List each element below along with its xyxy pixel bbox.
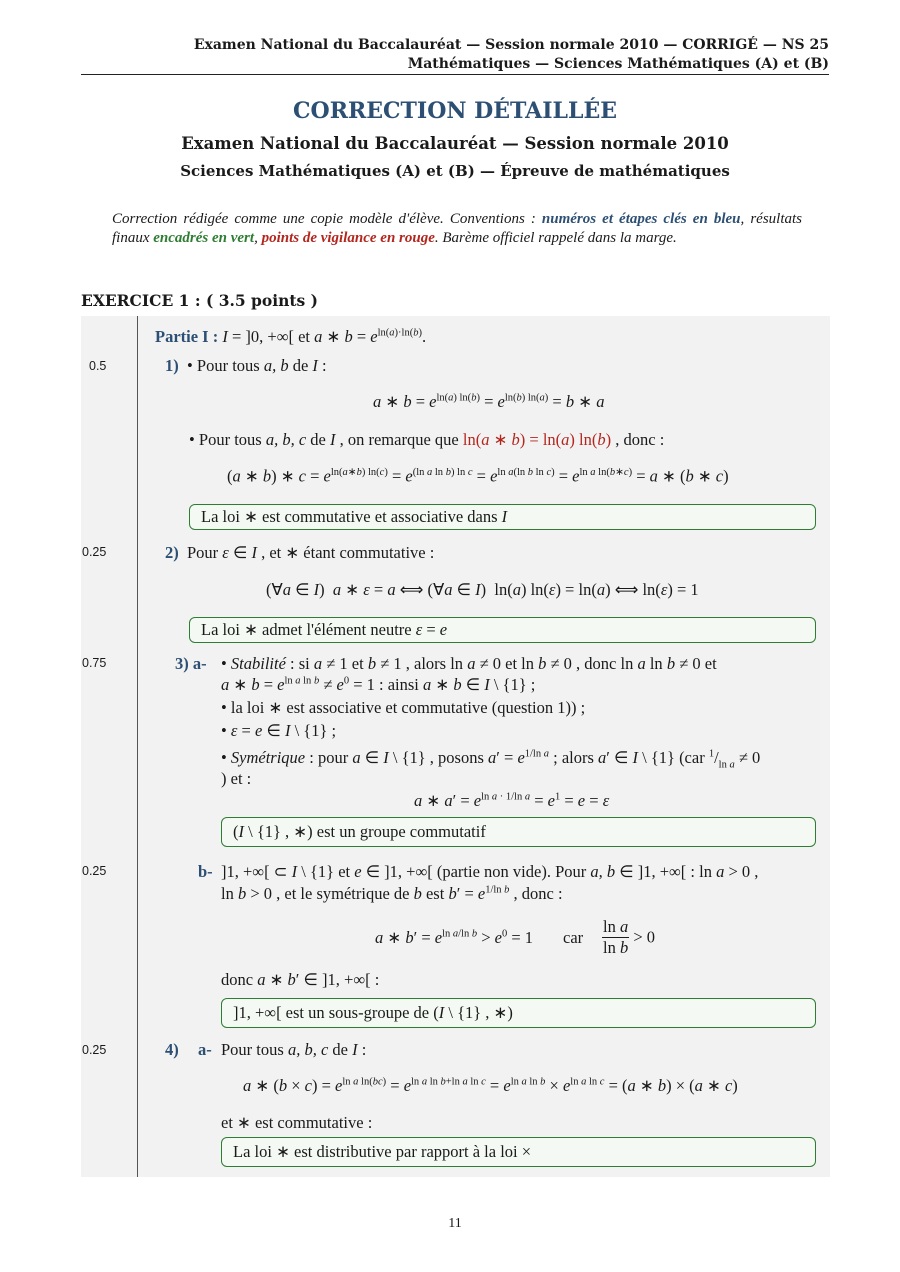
points-q3b: 0.25 xyxy=(82,864,107,878)
q3a-result-box: (I \ {1} , ∗) est un groupe commutatif xyxy=(221,817,816,847)
header-rule xyxy=(81,74,829,75)
q1-equation-2: (a ∗ b) ∗ $c = e^{ln(a∗b) ln(c)} = e^{(ln a ln b) ln c} = e^{ln a(ln b ln c)} = e^{ln a ln(b∗c)} = a$ ∗ (b ∗ c) xyxy=(227,466,729,486)
q3a-line5: • Symétrique : pour a ∈ I \ {1} , posons $a' = e^{1/ln a}$ ; alors a′ ∈ I \ {1} (car $^1/_{ln a} \ne 0$ xyxy=(221,748,761,771)
q3-header xyxy=(175,654,207,674)
q3b-line1: ]1, +∞[ ⊂ I \ {1} et e ∈ ]1, +∞[ (partie non vide). Pour a, b ∈ ]1, +∞[ : ln a > 0 , xyxy=(221,862,759,881)
q4a-equation: a ∗ $(b \times c) = e^{ln a ln(bc)} = e^{ln a ln b+ln a ln c} = e^{ln a ln b} \times e^{ln a ln c} = (a$ ∗ b) × (a ∗ c) xyxy=(243,1076,738,1095)
q3b-label: b- xyxy=(198,862,213,881)
q3a-line4: • ε = e ∈ I \ {1} ; xyxy=(221,721,337,740)
points-q3a: 0.75 xyxy=(82,656,107,670)
q4a-label-wrap xyxy=(198,1040,212,1060)
q3a-label: a- xyxy=(192,654,207,673)
q1-result-box: La loi ∗ est commutative et associative dans I xyxy=(189,504,816,530)
points-q1: 0.5 xyxy=(89,359,107,373)
q4-number: 4) xyxy=(165,1040,179,1059)
q4a-label: a- xyxy=(198,1040,212,1059)
exercise-title: EXERCICE 1 : ( 3.5 points ) xyxy=(81,291,319,310)
margin-rule xyxy=(137,316,138,1177)
intro-text-2: , résultats finaux xyxy=(112,211,802,246)
part-heading xyxy=(155,327,426,347)
q3b-line2: ln b > 0 , et le symétrique de b est $b' = e^{1/ln b}$ , donc : xyxy=(221,884,563,903)
q2-equation: (∀a ∈ I) a ∗ ε = a ⟺ (∀a ∈ I) ln(a) ln(ε) = ln(a) ⟺ ln(ε) = 1 xyxy=(266,580,699,599)
points-q2: 0.25 xyxy=(82,545,107,559)
header-line-1: Examen National du Baccalauréat — Session normale 2010 — CORRIGÉ — NS 25 xyxy=(193,37,829,53)
part-definition: I = ]0, +∞[ et a ∗ $b = e^{ln(a)\cdot ln(b)}$. xyxy=(222,327,427,346)
intro-text-3: , xyxy=(254,229,262,246)
q4a-result-box: La loi ∗ est distributive par rapport à la loi × xyxy=(221,1137,816,1167)
q3b-line3: donc a ∗ b′ ∈ ]1, +∞[ : xyxy=(221,970,380,989)
document-title: CORRECTION DÉTAILLÉE xyxy=(293,98,617,124)
q3b-equation: a ∗ $b' = e^{ln a/ln b} > e^0 = 1$ xyxy=(375,928,534,947)
q2-result-box: La loi ∗ admet l'élément neutre ε = e xyxy=(189,617,816,643)
points-q4a: 0.25 xyxy=(82,1043,107,1057)
q4a-line2: et ∗ est commutative : xyxy=(221,1113,373,1132)
q3-number: 3) xyxy=(175,654,189,673)
intro-text-1: Correction rédigée comme une copie modèle d'élève. Conventions : xyxy=(112,211,542,227)
q3a-line3: • la loi ∗ est associative et commutative (question 1)) ; xyxy=(221,698,586,717)
intro-text-4: . Barème officiel rappelé dans la marge. xyxy=(434,229,677,246)
q3b-label-wrap xyxy=(198,862,213,882)
intro-green-convention: encadrés en vert xyxy=(153,229,255,246)
q1-vigilance: ln(a ∗ b) = ln(a) ln(b) xyxy=(462,430,612,449)
q1-equation-1: a ∗ $b = e^{ln(a) ln(b)} = e^{ln(b) ln(a)} = b$ ∗ a xyxy=(373,392,605,411)
document-subtitle-1: Examen National du Baccalauréat — Session normale 2010 xyxy=(181,134,729,153)
header-line-2: Mathématiques — Sciences Mathématiques (A) et (B) xyxy=(407,56,829,72)
intro-red-convention: points de vigilance en rouge xyxy=(261,229,435,246)
q4-header xyxy=(165,1040,179,1060)
intro-blue-convention: numéros et étapes clés en bleu xyxy=(541,211,741,227)
q1-line1: 1) • Pour tous a, b de I : xyxy=(165,356,327,375)
part-label: Partie I : xyxy=(155,327,219,346)
q2-line1: 2) Pour ε ∈ I , et ∗ étant commutative : xyxy=(165,543,435,562)
q3b-result-box: ]1, +∞[ est un sous-groupe de (I \ {1} , ∗) xyxy=(221,998,816,1028)
q1-number: 1) xyxy=(165,356,179,375)
document-subtitle-2: Sciences Mathématiques (A) et (B) — Épreuve de mathématiques xyxy=(180,162,730,180)
q4a-line1: Pour tous a, b, c de I : xyxy=(221,1040,367,1059)
running-header xyxy=(81,36,829,74)
q3a-line2: a ∗ $b = e^{ln a ln b} \ne e^0 = 1$ : ainsi a ∗ b ∈ I \ {1} ; xyxy=(221,675,536,694)
q1-line2: • Pour tous a, b, c de I , on remarque que ln(a ∗ b) = ln(a) ln(b) , donc : xyxy=(189,430,665,449)
q3a-line1: • Stabilité : si a ≠ 1 et b ≠ 1 , alors ln a ≠ 0 et ln b ≠ 0 , donc ln a ln b ≠ 0 et xyxy=(221,654,717,673)
q3b-because: car xyxy=(563,928,584,947)
q2-number: 2) xyxy=(165,543,179,562)
intro-paragraph xyxy=(112,210,802,247)
q3a-equation: a ∗ $a' = e^{ln a \cdot 1/ln a} = e^1 = e = \varepsilon$ xyxy=(414,791,610,810)
page-number: 11 xyxy=(448,1216,462,1231)
q3b-fraction: $\frac{\text{ln a}}{\text{ln b}}$ > 0 xyxy=(603,917,656,957)
q3a-line6: ) et : xyxy=(221,769,252,788)
